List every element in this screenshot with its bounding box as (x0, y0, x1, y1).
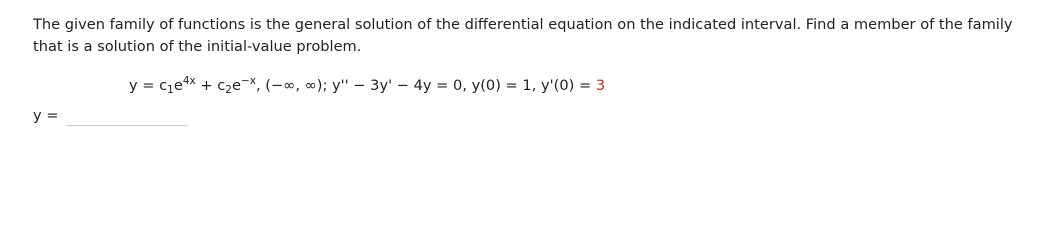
c2-subscript: 2 (225, 84, 232, 96)
initial-derivative-value: 3 (595, 77, 606, 94)
equation (129, 74, 605, 98)
problem-statement: The given family of functions is the general solution of the differential equation on the indicated interval. Find a member of the family that is a solution of the initial-value problem. (33, 16, 1013, 55)
exponent-1: 4x (182, 75, 196, 87)
exponent-2: −x (240, 75, 256, 87)
c1-subscript: 1 (167, 84, 174, 96)
equation-rest: , (−∞, ∞); y'' − 3y' − 4y = 0, y(0) = 1, y'(0) = (255, 77, 596, 94)
answer-row (33, 106, 187, 126)
exp-base-1: e (173, 77, 183, 94)
answer-input[interactable] (67, 107, 187, 126)
equation-lhs: y = c (129, 77, 168, 94)
exp-base-2: e (231, 77, 241, 94)
plus-c: + c (195, 77, 226, 94)
answer-label: y = (33, 107, 59, 124)
